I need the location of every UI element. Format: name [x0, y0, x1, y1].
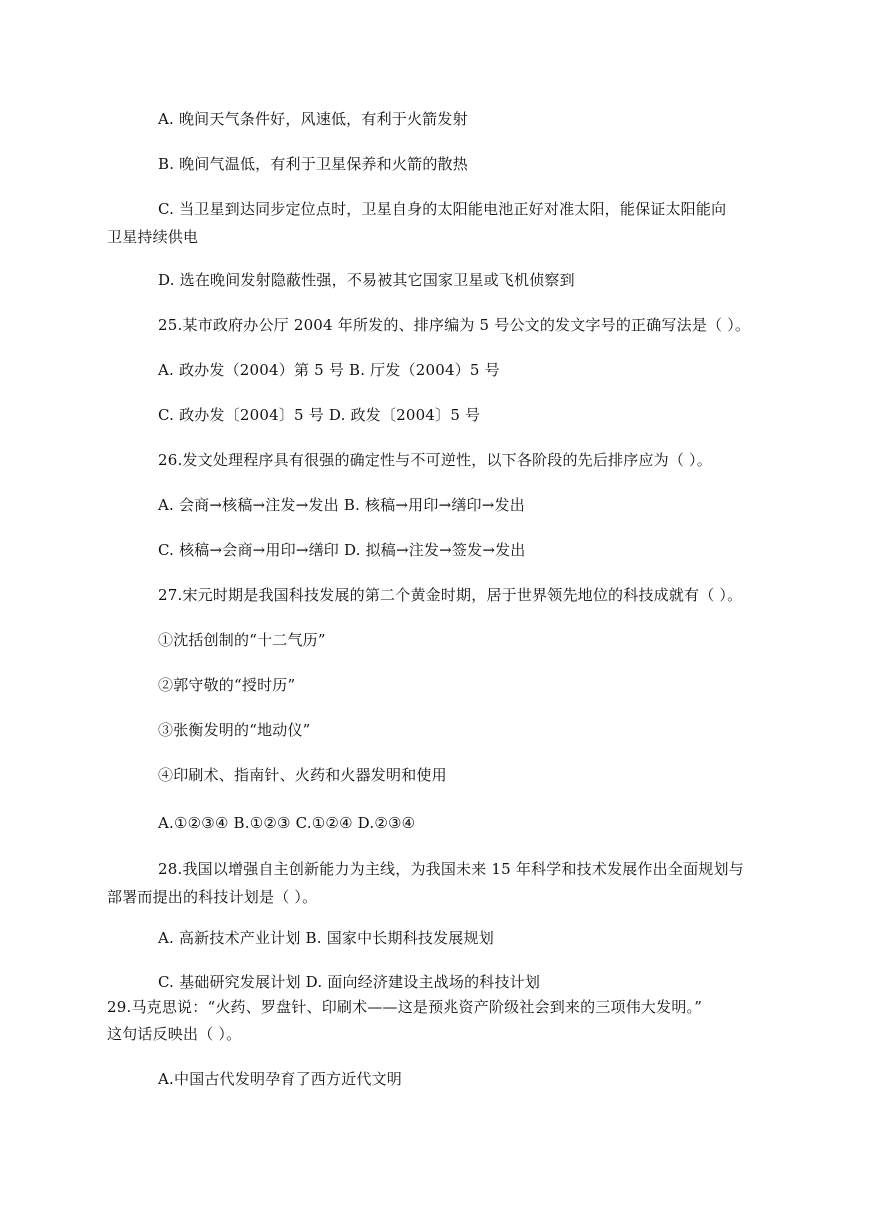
question-27-item-1: ①沈括创制的“十二气历” — [158, 631, 326, 649]
question-27-item-3: ③张衡发明的“地动仪” — [158, 721, 311, 739]
question-28-options-ab: A. 高新技术产业计划 B. 国家中长期科技发展规划 — [158, 929, 494, 947]
question-28-continuation: 部署而提出的科技计划是（ ）。 — [107, 888, 318, 906]
question-29-continuation: 这句话反映出（ ）。 — [107, 1025, 242, 1043]
question-28: 28.我国以增强自主创新能力为主线，为我国未来 15 年科学和技术发展作出全面规划与 — [158, 860, 744, 878]
option-c-text: C. 当卫星到达同步定位点时，卫星自身的太阳能电池正好对准太阳，能保证太阳能向 — [158, 200, 727, 218]
question-25: 25.某市政府办公厅 2004 年所发的、排序编为 5 号公文的发文字号的正确写法是（ ）。 — [158, 316, 751, 334]
question-27: 27.宋元时期是我国科技发展的第二个黄金时期，居于世界领先地位的科技成就有（ ）。 — [158, 586, 743, 604]
question-27-item-4: ④印刷术、指南针、火药和火器发明和使用 — [158, 766, 447, 784]
question-28-options-cd: C. 基础研究发展计划 D. 面向经济建设主战场的科技计划 — [158, 973, 541, 991]
option-a-text: A. 晚间天气条件好，风速低，有利于火箭发射 — [158, 110, 468, 128]
option-b-text: B. 晚间气温低，有利于卫星保养和火箭的散热 — [158, 155, 468, 173]
question-25-options-cd: C. 政办发〔2004〕5 号 D. 政发〔2004〕5 号 — [158, 406, 481, 424]
question-29-option-a: A.中国古代发明孕育了西方近代文明 — [158, 1070, 403, 1088]
question-26: 26.发文处理程序具有很强的确定性与不可逆性，以下各阶段的先后排序应为（ ）。 — [158, 451, 712, 469]
question-26-options-cd: C. 核稿→会商→用印→缮印 D. 拟稿→注发→签发→发出 — [158, 541, 526, 559]
question-26-options-ab: A. 会商→核稿→注发→发出 B. 核稿→用印→缮印→发出 — [158, 496, 525, 514]
question-29: 29.马克思说：“火药、罗盘针、印刷术——这是预兆资产阶级社会到来的三项伟大发明。” — [107, 998, 703, 1016]
question-25-options-ab: A. 政办发（2004）第 5 号 B. 厅发（2004）5 号 — [158, 361, 500, 379]
option-c-continuation: 卫星持续供电 — [107, 228, 199, 246]
question-27-options: A.①②③④ B.①②③ C.①②④ D.②③④ — [158, 814, 416, 832]
option-d-text: D. 选在晚间发射隐蔽性强，不易被其它国家卫星或飞机侦察到 — [158, 271, 575, 289]
question-27-item-2: ②郭守敬的“授时历” — [158, 676, 296, 694]
